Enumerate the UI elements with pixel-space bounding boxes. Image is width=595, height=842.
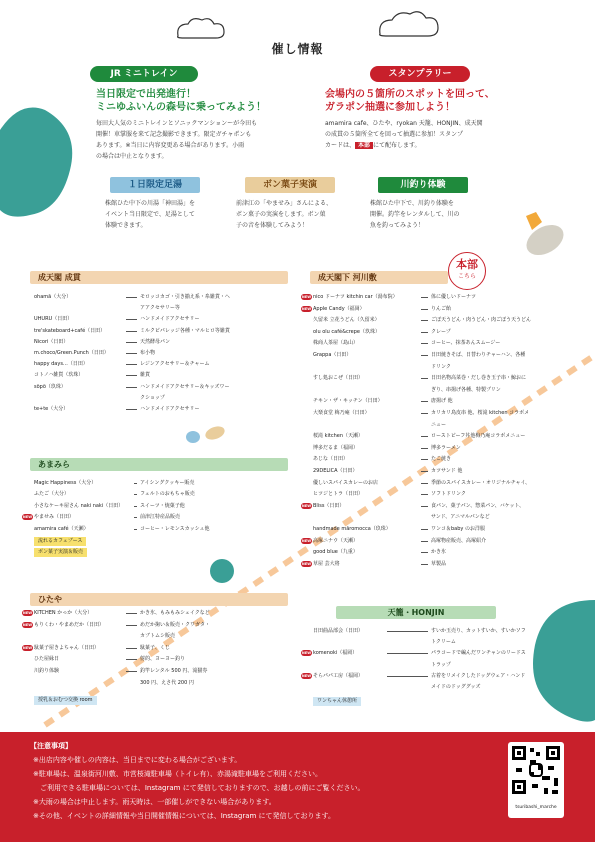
list-item xyxy=(301,559,583,569)
stamp-headline-2: ガラポン抽選に参加しよう！ xyxy=(325,102,455,113)
vendor-name: tre'skateboard+café（日田） xyxy=(34,327,106,334)
leader-line xyxy=(421,506,428,507)
vendor-name: Magic Happiness（大分） xyxy=(34,480,97,486)
vendor-description: すいか玉売り、カットすいか、すいかソフ xyxy=(431,628,526,634)
list-item xyxy=(313,327,583,337)
jr-headline-2: ミニゆふいんの森号に乗ってみよう！ xyxy=(96,102,266,113)
leader-line xyxy=(421,448,428,449)
leader-line xyxy=(126,375,137,376)
list-item xyxy=(34,678,284,688)
new-badge: NEW xyxy=(22,622,33,627)
vendor-description: コーヒー、抹茶あんスムージー xyxy=(431,340,501,347)
jr-mini-train-label: JR ミニトレイン xyxy=(90,66,198,82)
vendor-description: ローストビーフ丼他梅乃庵コラボメニュー xyxy=(431,433,526,440)
vendor-name: 草屋 芸大将 xyxy=(313,560,340,567)
stamp-description: amamira cafe、ひたや、ryokan 天籠、HONJIN、成天閣 の成貫の５箇所全てを回って抽選に参加！スタンプ カードは、 本部 にて配布します。 xyxy=(325,120,483,149)
vendor-description: ワンコ＆baby のお洋服 xyxy=(431,526,485,532)
new-badge: NEW xyxy=(301,306,312,311)
vendor-description: 雑貨 xyxy=(140,372,151,379)
vendor-description: めだか掬い＆販売・クワガタ・ xyxy=(140,621,211,628)
list-item xyxy=(34,337,284,347)
leader-line xyxy=(421,494,428,495)
leader-line xyxy=(126,319,137,320)
new-badge: NEW xyxy=(301,673,312,678)
vendor-description: サンド、アニマルパンなど xyxy=(431,514,490,521)
vendor-name: te+te（大分） xyxy=(34,406,69,412)
leader-line xyxy=(126,671,137,672)
vendor-description: 天然酵母パン xyxy=(140,338,171,345)
list-item xyxy=(301,648,583,658)
vendor-description: ごぼ天うどん・肉うどん・肉ごぼう天うどん xyxy=(431,317,532,324)
leader-line xyxy=(421,436,428,437)
list-item xyxy=(313,512,583,522)
list-item xyxy=(313,489,583,499)
vendor-name: 大楽食堂 梅乃庵（日田） xyxy=(313,410,370,416)
vendor-description: ハンドメイドアクセサリー＆キッズワー xyxy=(140,383,230,390)
vendor-name: 川釣り体験 xyxy=(34,668,60,674)
vendor-description: トラップ xyxy=(431,661,451,668)
note-line: ※駐車場は、温泉街河川敷、市営桜滝駐車場（トイレ有）、赤湯滝駐車場をご利用ください。 xyxy=(33,770,323,778)
leader-line xyxy=(421,309,428,310)
vendor-name: söpö（玖珠） xyxy=(34,383,66,390)
vendor-description: ソフトドリンク xyxy=(431,491,466,498)
section-amamira-header: あまみら xyxy=(30,458,288,471)
kawamata-list xyxy=(301,292,583,582)
leader-line xyxy=(126,342,137,343)
list-item xyxy=(313,338,583,348)
list-item xyxy=(313,626,583,636)
leader-line xyxy=(126,659,137,660)
vendor-description: たこ焼き xyxy=(431,456,452,463)
list-item xyxy=(22,620,284,630)
qr-code-card[interactable] xyxy=(508,742,564,818)
list-item xyxy=(313,373,583,383)
list-item xyxy=(301,292,583,302)
vendor-description: 釣竿レンタル 500 円、滝猫券 xyxy=(140,668,208,674)
vendor-description: カブトムシ販売 xyxy=(140,633,176,640)
leader-line xyxy=(387,631,428,632)
list-item xyxy=(313,420,583,430)
honjin-tag-dog-rest: ワンちゃん休憩所 xyxy=(313,697,361,706)
vendor-description: スイーツ・焼菓子他 xyxy=(140,502,185,509)
list-item xyxy=(22,608,284,618)
list-item xyxy=(313,524,583,534)
leader-line xyxy=(134,506,137,507)
leader-line xyxy=(421,320,428,321)
cloud-icon xyxy=(178,19,224,38)
vendor-description: ハンドメイドアクセサリー xyxy=(140,406,200,412)
vendor-name: handmade māromocca（玖珠） xyxy=(313,526,391,532)
seiten-list xyxy=(34,292,284,432)
leader-line xyxy=(134,517,137,518)
vendor-name: 小さなケーキ屋さん naki naki（日田） xyxy=(34,502,124,509)
leader-line xyxy=(134,483,137,484)
vendor-description: 体に優しいドーナツ xyxy=(431,294,476,300)
vendor-description: モロッコカゴ・引き揃え系・糸雑貨・へ xyxy=(140,294,230,300)
vendor-name: KITCHEN かっか（大分） xyxy=(34,610,93,616)
vendor-description: 布小物 xyxy=(140,350,156,356)
vendor-name: amamira café（天瀬） xyxy=(34,525,89,532)
vendor-name: あじな（日田） xyxy=(313,456,349,463)
vendor-name: ヒツジとトラ（日田） xyxy=(313,491,364,498)
vendor-name: すし処おこぜ（日田） xyxy=(313,375,364,382)
vendor-name: m.choco/Green.Punch（日田） xyxy=(34,350,109,356)
list-item xyxy=(34,292,284,302)
new-badge: NEW xyxy=(301,538,312,543)
bonkashi-description: 前津江の「やませみ」さんによる、 ボン菓子の実演をします。ボン菓 子の音を体験してみよう！ xyxy=(236,200,333,229)
vendor-description: 博多ラーメン xyxy=(431,444,461,451)
vendor-description: カツサンド 他 xyxy=(431,468,463,474)
leader-line xyxy=(421,355,428,356)
fishing-label: 川釣り体験 xyxy=(378,177,468,193)
vendor-name: チキン・ザ・キッチン（日田） xyxy=(313,398,383,405)
amamira-tag-cafe: 流れるカフェブース xyxy=(34,537,86,546)
vendor-description: かき氷 xyxy=(431,549,447,556)
vendor-description: 高塚物産販売、高塚紹介 xyxy=(431,537,487,544)
leader-line xyxy=(421,378,428,379)
list-item xyxy=(313,682,583,692)
vendor-description: かき氷、もみもみシェイクなど xyxy=(140,610,210,616)
leader-line xyxy=(126,625,137,626)
stamp-headline-1: 会場内の５箇所のスポットを回って、 xyxy=(325,89,495,100)
vendor-name: Bliss（日田） xyxy=(313,502,345,509)
leader-line xyxy=(421,471,428,472)
qr-caption: tsuribashi_marche xyxy=(515,805,557,810)
honbu-badge: 本部 こちら xyxy=(448,252,486,290)
leader-line xyxy=(387,676,428,677)
fishing-description: 株館ひた中下で、川釣り体験を 開催。釣竿をレンタルして、川の 魚を釣ってみよう！ xyxy=(370,200,460,229)
vendor-description: 唐揚げ 他 xyxy=(431,398,453,405)
vendor-description: コーヒー・レモンスカッシュ他 xyxy=(140,525,210,532)
bonkashi-label: ボン菓子実演 xyxy=(245,177,335,193)
vendor-name: komenoki（福岡） xyxy=(313,650,358,657)
vendor-description: 駄菓子、くじ xyxy=(140,644,171,651)
list-item xyxy=(313,315,583,325)
leader-line xyxy=(387,653,428,654)
new-badge: NEW xyxy=(301,651,312,656)
list-item xyxy=(313,547,583,557)
vendor-name: ふたご（大分） xyxy=(34,491,70,498)
vendor-name: olu olu café&crepe（玖珠） xyxy=(313,328,380,335)
vendor-name: 29DELICA（日田） xyxy=(313,468,358,474)
vendor-description: ハンドメイドアクセサリー xyxy=(140,316,200,323)
honjin-list xyxy=(301,626,583,696)
vendor-description: 日田焼きそば、日替わりチャーハン、各種 xyxy=(431,352,526,358)
vendor-description: トクリーム xyxy=(431,639,456,646)
leader-line xyxy=(421,552,428,553)
leader-line xyxy=(421,541,428,542)
vendor-description: パラコードで編んだワンチャンのリードス xyxy=(431,650,526,657)
new-badge: NEW xyxy=(301,295,312,299)
leader-line xyxy=(421,401,428,402)
cloud-icon xyxy=(380,12,438,36)
vendor-name: 株商人茶屋（島山） xyxy=(313,340,359,347)
hitaya-list xyxy=(22,608,284,688)
notes-footer xyxy=(0,732,595,842)
vendor-name: 桜滝 kitchen（天瀬） xyxy=(313,433,363,440)
vendor-description: メイドのドッググッズ xyxy=(431,684,481,690)
vendor-description: りんご飴 xyxy=(431,305,452,312)
list-item xyxy=(313,385,583,395)
leader-line xyxy=(126,353,137,354)
vendor-name: Nicori（日田） xyxy=(34,338,69,345)
list-item xyxy=(313,396,583,406)
leader-line xyxy=(134,494,137,495)
list-item xyxy=(34,303,284,313)
leader-line xyxy=(126,364,137,365)
list-item xyxy=(313,660,583,670)
vendor-description: カリカリ鳥皮串 他、桜滝 kitchen コラボメ xyxy=(431,410,530,416)
note-line: ※その他、イベントの詳細情報や当日開催情報については、Instagram にて発信しております。 xyxy=(33,812,336,820)
list-item xyxy=(34,359,284,369)
vendor-name: 博多だるま（福岡） xyxy=(313,444,359,451)
vendor-name: happy days…（日田） xyxy=(34,361,88,368)
list-item xyxy=(313,431,583,441)
vendor-description: レジンアクセサリー＆チャーム xyxy=(140,361,210,368)
vendor-name: Apple Candy（福岡） xyxy=(313,305,365,312)
leader-line xyxy=(421,529,428,530)
vendor-name: やませみ（日田） xyxy=(34,514,75,521)
vendor-description: クショップ xyxy=(140,394,165,401)
new-badge: NEW xyxy=(22,645,33,650)
leader-line xyxy=(421,483,428,484)
note-line: ※出店内容や催しの内容は、当日までに変わる場合がございます。 xyxy=(33,756,242,764)
list-item xyxy=(34,631,284,641)
leader-line xyxy=(126,648,137,649)
vendor-description: フェルトのおもちゃ販売 xyxy=(140,491,195,498)
amamira-tag-bonkashi: ボン菓子実演＆販売 xyxy=(34,548,87,557)
section-hitaya-header: ひたや xyxy=(30,593,288,606)
vendor-description: 古着をリメイクしたドッグウェア・ハンド xyxy=(431,672,526,679)
vendor-name: 久留米 立花うどん（久留米） xyxy=(313,317,380,324)
list-item xyxy=(313,362,583,372)
list-item xyxy=(301,501,583,511)
list-item xyxy=(34,326,284,336)
vendor-name: ohamā（大分） xyxy=(34,294,72,300)
vendor-name: 優しいスパイスカレーのお店 xyxy=(313,479,378,486)
notes-title: 【注意事項】 xyxy=(30,742,72,750)
vendor-description: 草製品 xyxy=(431,560,447,567)
vendor-name: 駄菓子屋きよちゃん（日田） xyxy=(34,644,100,651)
leader-line xyxy=(421,459,428,460)
vendor-description: ニュー xyxy=(431,421,447,428)
vendor-description: ぎり、串揚げ各種、特製プリン xyxy=(431,386,501,393)
vendor-name: 高塚ニナウ（天瀬） xyxy=(313,537,359,544)
list-item xyxy=(313,443,583,453)
leader-line xyxy=(126,613,137,614)
new-badge: NEW xyxy=(301,561,312,566)
list-item xyxy=(34,370,284,380)
leader-line xyxy=(126,409,137,410)
list-item xyxy=(313,408,583,418)
vendor-description: 食パン、菓子パン、惣菜パン、バケット、 xyxy=(431,502,525,509)
new-badge: NEW xyxy=(22,611,33,615)
leader-line xyxy=(421,413,428,414)
list-item xyxy=(301,304,583,314)
jr-headline-1: 当日限定で出発進行！ xyxy=(96,89,196,100)
vendor-name: もりくわ・やまめだか（日田） xyxy=(34,621,105,628)
vendor-description: アイシングクッキー販売 xyxy=(140,480,195,486)
new-badge: NEW xyxy=(301,503,312,508)
leader-line xyxy=(126,387,137,388)
new-badge: NEW xyxy=(22,515,33,520)
vendor-name: コトノハ雑貨（玖珠） xyxy=(34,372,84,379)
vendor-description: 季節のスパイスカレー・オリジナルチャイ、 xyxy=(431,479,531,486)
leader-line xyxy=(421,343,428,344)
stamp-rally-label: スタンプラリー xyxy=(370,66,470,82)
list-item xyxy=(34,666,284,676)
hitaya-tag-nursing-room: 授乳＆おむつ交換 room xyxy=(34,696,97,705)
vendor-name: そらパパ工房（福岡） xyxy=(313,672,364,679)
vendor-description: ミルクピパレッジ各種・マルヒロ等雑貨 xyxy=(140,327,230,334)
list-item xyxy=(22,643,284,653)
list-item xyxy=(34,501,284,511)
vendor-name: ひた屋縁日 xyxy=(34,656,60,663)
qr-code-icon xyxy=(508,742,564,800)
list-item xyxy=(34,489,284,499)
list-item xyxy=(34,393,284,403)
vendor-name: Grappa（日田） xyxy=(313,352,352,358)
vendor-description: 前津江特産品販売 xyxy=(140,514,181,521)
note-line: ※大雨の場合は中止します。雨天時は、一部催しができない場合があります。 xyxy=(33,798,276,806)
section-seiten-header: 成天閣 成貫 xyxy=(30,271,288,284)
ashiyu-description: 株館ひた中下の川湯「神田湯」を イベント当日限定で、足湯として 体験できます。 xyxy=(105,200,196,229)
vendor-name: good blue（九重） xyxy=(313,549,358,556)
vendor-name: UHURU（日田） xyxy=(34,316,73,323)
vendor-description: クレープ xyxy=(431,328,451,335)
list-item xyxy=(22,512,284,522)
list-item xyxy=(313,478,583,488)
leader-line xyxy=(126,331,137,332)
section-honjin-header: 天籠・HONJIN xyxy=(336,606,496,619)
list-item xyxy=(313,466,583,476)
list-item xyxy=(34,404,284,414)
list-item xyxy=(34,348,284,358)
list-item xyxy=(34,314,284,324)
amamira-list xyxy=(22,478,284,538)
leader-line xyxy=(134,529,137,530)
list-item xyxy=(313,637,583,647)
vendor-description: アアクセサリー等 xyxy=(140,305,180,312)
vendor-description: 300 円、えさ代 200 円 xyxy=(140,679,194,686)
jr-description: 毎田大人気のミニトレインとソニックマンションーが今田も 開催！車掌服を来て記念撮影できます。限定ガチャポンも あります。※当日に内容変更ある場合があります。小雨 の場合は中止となります。 xyxy=(96,120,258,160)
vendor-name: nico ドーナツ kitchin car（湯布院） xyxy=(313,294,398,300)
list-item xyxy=(34,524,284,534)
vendor-description: ドリンク xyxy=(431,363,451,370)
leader-line xyxy=(421,564,428,565)
note-line: ご利用できる駐車場については、Instagram にて発信しておりますので、お越しの前にご覧ください。 xyxy=(33,784,365,792)
section-kawamata-header: 成天閣下 河川敷 xyxy=(310,271,448,284)
ashiyu-label: １日限定足湯 xyxy=(110,177,200,193)
list-item xyxy=(313,454,583,464)
list-item xyxy=(34,478,284,488)
leader-line xyxy=(126,297,137,298)
leader-line xyxy=(421,332,428,333)
honbu-highlight: 本部 xyxy=(355,142,373,149)
list-item xyxy=(34,382,284,392)
list-item xyxy=(301,671,583,681)
vendor-name: 日田曲品部会（日田） xyxy=(313,628,364,634)
leader-line xyxy=(421,297,428,298)
vendor-description: 射的、ヨーヨー釣り xyxy=(140,656,186,663)
list-item xyxy=(313,350,583,360)
list-item xyxy=(34,654,284,664)
list-item xyxy=(301,536,583,546)
page-title: 催し情報 xyxy=(271,42,324,56)
vendor-description: 日田名物高菜巻・だし巻き玉子串・鯨おに xyxy=(431,375,527,382)
